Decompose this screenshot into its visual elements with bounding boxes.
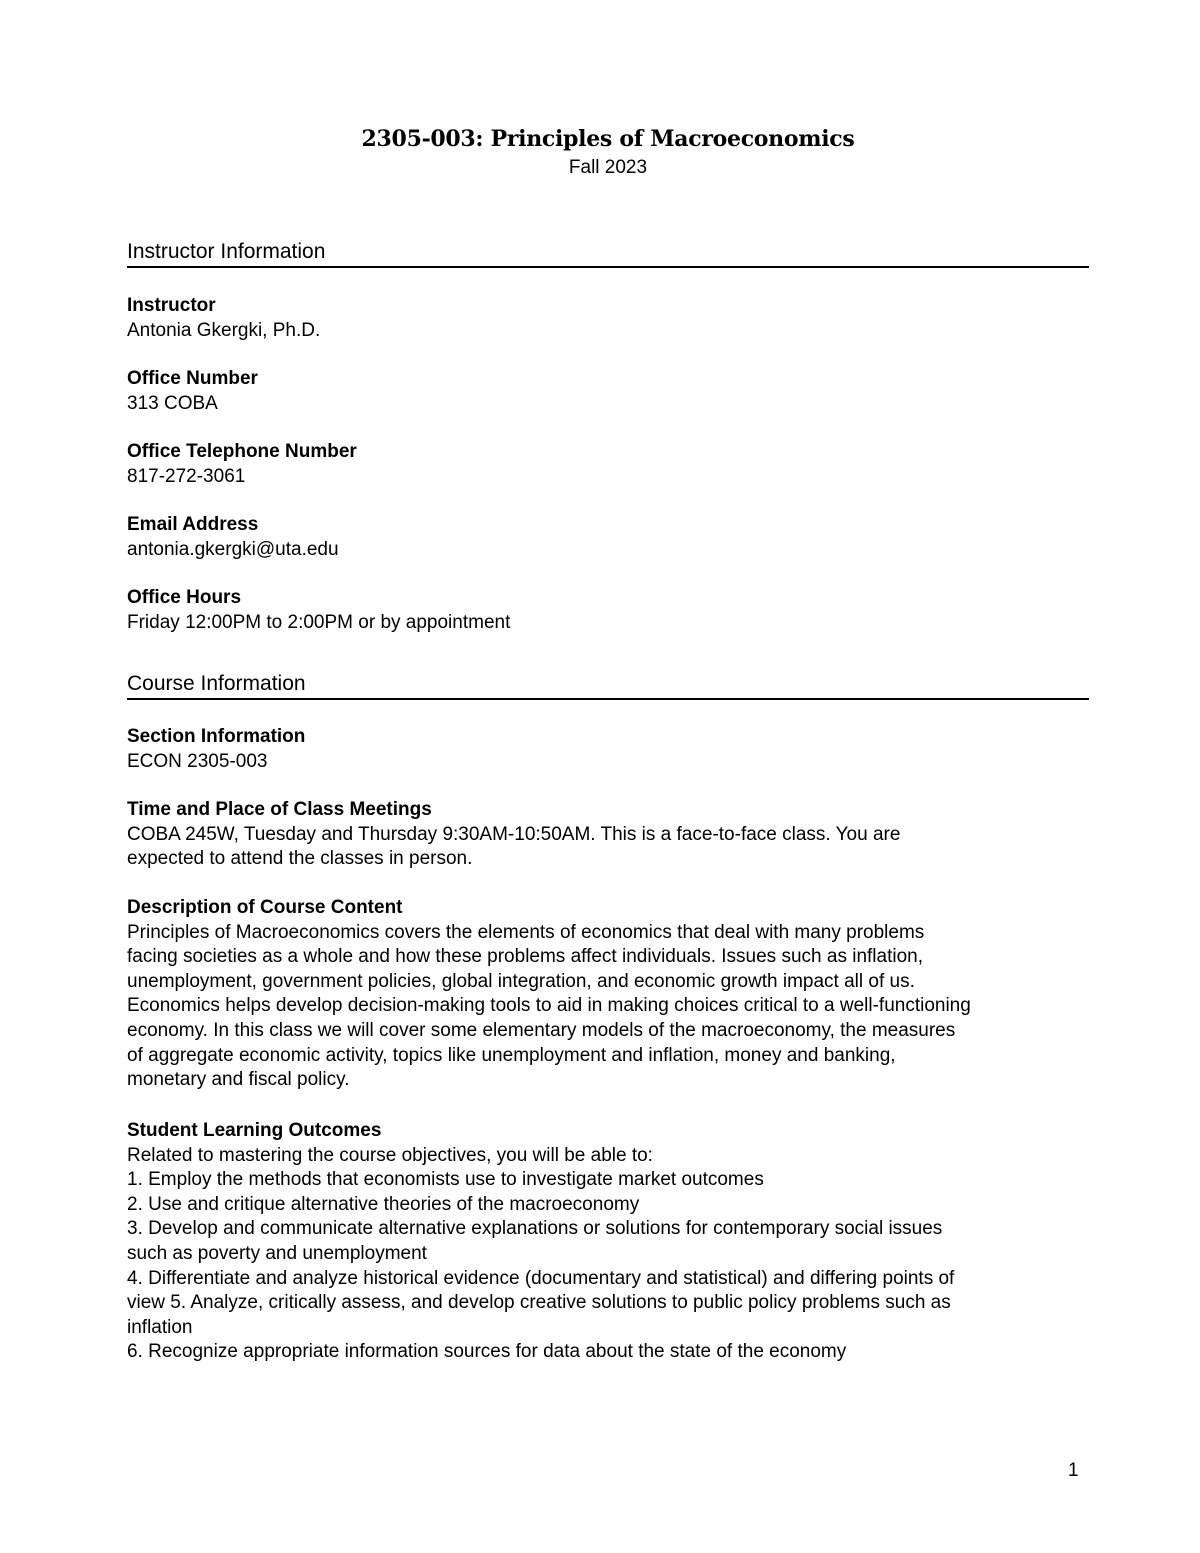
description-line: of aggregate economic activity, topics like unemployment and inflation, money and banking, [127,1044,896,1066]
outcomes-line: 4. Differentiate and analyze historical evidence (documentary and statistical) and differing points of [127,1267,955,1289]
meetings-line: expected to attend the classes in person. [127,848,473,870]
description-line: facing societies as a whole and how these problems affect individuals. Issues such as inflation, [127,946,923,968]
outcomes-line: 2. Use and critique alternative theories of the macroeconomy [127,1193,640,1215]
office-hours-field [127,586,1089,635]
instructor-section-heading: Instructor Information [127,239,1089,268]
section-info-field [127,725,1089,774]
description-line: economy. In this class we will cover some elementary models of the macroeconomy, the measures [127,1019,956,1041]
outcomes-line: Related to mastering the course objectives, you will be able to: [127,1144,653,1166]
outcomes-field [127,1119,1089,1365]
instructor-label: Instructor [127,295,216,316]
document-term: Fall 2023 [568,157,648,178]
office-number-field [127,367,1089,416]
document-title: 2305-003: Principles of Macroeconomics [361,126,855,152]
meetings-line: COBA 245W, Tuesday and Thursday 9:30AM-10:50AM. This is a face-to-face class. You are [127,823,901,845]
description-line: Principles of Macroeconomics covers the elements of economics that deal with many problems [127,921,925,943]
office-number-value: 313 COBA [127,392,218,414]
office-hours-value: Friday 12:00PM to 2:00PM or by appointment [127,611,511,633]
meetings-field [127,798,1089,872]
instructor-field [127,294,1089,343]
email-label: Email Address [127,514,259,535]
outcomes-line: 6. Recognize appropriate information sources for data about the state of the economy [127,1341,847,1363]
course-section-heading: Course Information [127,671,1089,700]
phone-label: Office Telephone Number [127,441,357,462]
phone-value: 817-272-3061 [127,465,246,487]
outcomes-line: 1. Employ the methods that economists use to investigate market outcomes [127,1169,764,1191]
outcomes-line: such as poverty and unemployment [127,1242,427,1264]
outcomes-line: 3. Develop and communicate alternative explanations or solutions for contemporary social issues [127,1218,943,1240]
meetings-label: Time and Place of Class Meetings [127,799,432,820]
email-value: antonia.gkergki@uta.edu [127,538,339,560]
description-line: monetary and fiscal policy. [127,1069,350,1091]
office-number-label: Office Number [127,368,258,389]
section-info-label: Section Information [127,726,306,747]
section-info-value: ECON 2305-003 [127,750,268,772]
description-field [127,896,1089,1093]
email-field [127,513,1089,562]
outcomes-label: Student Learning Outcomes [127,1120,382,1141]
description-line: Economics helps develop decision-making tools to aid in making choices critical to a well-functioning [127,995,971,1017]
office-hours-label: Office Hours [127,587,242,608]
page-number: 1 [1068,1460,1079,1481]
outcomes-line: view 5. Analyze, critically assess, and develop creative solutions to public policy problems such as [127,1292,951,1314]
description-label: Description of Course Content [127,897,403,918]
phone-field [127,440,1089,489]
instructor-value: Antonia Gkergki, Ph.D. [127,319,321,341]
outcomes-line: inflation [127,1316,193,1338]
description-line: unemployment, government policies, global integration, and economic growth impact all of us. [127,970,915,992]
